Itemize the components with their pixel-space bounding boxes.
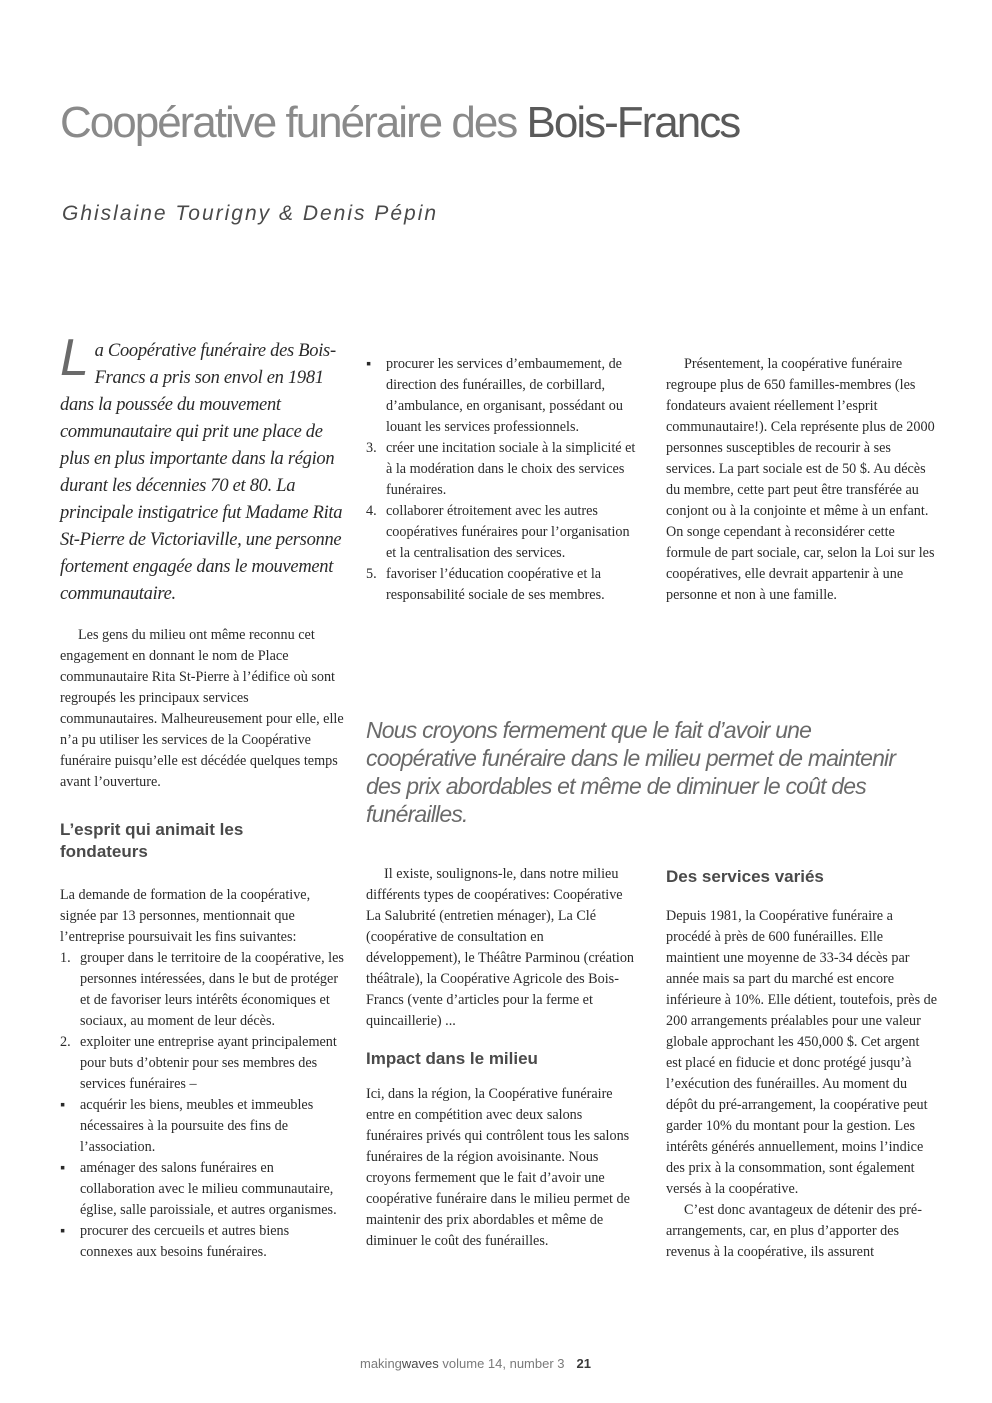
column-1 (60, 329, 344, 1263)
list-item (60, 1221, 344, 1263)
list-item-text: exploiter une entreprise ayant principalement pour buts d’obtenir pour ses membres des services funéraires – (80, 1034, 337, 1092)
list-marker: 3. (366, 440, 377, 456)
list-marker: ▪ (60, 1160, 66, 1176)
list-item-text: collaborer étroitement avec les autres coopératives funéraires pour l’organisation et la centralisation des services. (386, 503, 630, 561)
list-item (60, 1158, 344, 1221)
col1-paragraph-2: La demande de formation de la coopérative, signée par 13 personnes, mentionnait que l’entreprise poursuivait les fins suivantes: (60, 887, 311, 945)
list-item (366, 354, 636, 438)
column-3-top (666, 354, 936, 606)
list-item (366, 438, 636, 501)
list-item-text: procurer les services d’embaumement, de direction des funérailles, de corbillard, d’ambulance, en organisant, possédant ou louant les services professionnels. (386, 356, 623, 435)
list-marker: ▪ (60, 1223, 66, 1239)
list-item-text: créer une incitation sociale à la simplicité et à la modération dans le choix des services funéraires. (386, 440, 636, 498)
lead-text: a Coopérative funéraire des Bois-Francs a pris son envol en 1981 dans la poussée du mouvement communautaire qui prit une place de plus en plus importante dans la région durant les décennies 70 et 80. La principale instigatrice fut Madame Rita St-Pierre de Victoriaville, une personne fortement engagée dans le mouvement communautaire. (60, 341, 343, 604)
col3-paragraph-1: Présentement, la coopérative funéraire regroupe plus de 650 familles-membres (les fondateurs avaient réellement l’esprit communautaire!). Cela représente plus de 2000 personnes susceptibles de recourir à ses services. La part sociale est de 50 $. Au décès du membre, cette part peut être transférée au conjont ou à la conjointe et même à un enfant. On songe cependant à reconsidérer cette formule de part sociale, car, selon la Loi sur les coopératives, elle devrait appartenir à une personne et non à une famille. (666, 356, 935, 603)
lead-paragraph (60, 329, 344, 608)
footer-making: making (360, 1356, 402, 1371)
list-marker: ▪ (366, 356, 372, 372)
title-part1: Coopérative funéraire des (60, 98, 527, 147)
list-item-text: grouper dans le territoire de la coopérative, les personnes intéressées, dans le but de protéger et de favoriser leurs intérêts économiques et sociaux, au moment de leur décès. (80, 950, 344, 1029)
list-item-text: acquérir les biens, meubles et immeubles nécessaires à la poursuite des fins de l’association. (80, 1097, 314, 1155)
list-item (60, 1095, 344, 1158)
list-item-text: favoriser l’éducation coopérative et la responsabilité sociale de ses membres. (386, 566, 605, 603)
section-heading-esprit: L’esprit qui animait les fondateurs (60, 820, 244, 861)
column-2-top (366, 354, 636, 606)
col3-paragraph-2: Depuis 1981, la Coopérative funéraire a procédé à près de 600 funérailles. Elle maintient une moyenne de 33-34 décès par année mais sa part du marché est encore inférieure à 10%. Elle détient, toutefois, près de 200 arrangements préalables pour une valeur globale approchant les 450,000 $. Cet argent est placé en fiducie et donc protégé jusqu’à l’exécution des funérailles. Au moment du dépôt du pré-arrangement, la coopérative peut garder 10% du montant pour la gestion. Les intérêts générés annuellement, moins l’indice des prix à la consommation, sont également versés à la coopérative. (666, 908, 938, 1197)
list-marker: 4. (366, 503, 377, 519)
col1-list (60, 948, 344, 1263)
col2-paragraph-1: Il existe, soulignons-le, dans notre milieu différents types de coopératives: Coopérative La Salubrité (entretien ménager), La Clé (coopérative de consultation en développement), le Théâtre Parminou (création théâtrale), la Coopérative Agricole des Bois-Francs (vente d’articles pour la ferme et quincaillerie) ... (366, 866, 635, 1029)
list-item-text: aménager des salons funéraires en collaboration avec le milieu communautaire, église, salle paroissiale, et autres organismes. (80, 1160, 337, 1218)
col3-paragraph-3: C’est donc avantageux de détenir des pré-arrangements, car, en plus d’apporter des revenus à la coopérative, ils assurent (666, 1202, 922, 1260)
column-3-bottom (666, 866, 938, 1263)
list-marker: 2. (60, 1034, 71, 1050)
list-item (366, 501, 636, 564)
article-title (60, 98, 739, 148)
section-heading-services: Des services variés (666, 867, 824, 886)
page-footer (360, 1356, 591, 1371)
article-authors: Ghislaine Tourigny & Denis Pépin (62, 202, 439, 225)
pull-quote: Nous croyons fermement que le fait d’avoir une coopérative funéraire dans le milieu permet de maintenir des prix abordables et même de diminuer le coût des funérailles. (366, 717, 896, 827)
list-marker: 1. (60, 950, 71, 966)
footer-issue: volume 14, number 3 (438, 1356, 565, 1371)
section-heading-impact: Impact dans le milieu (366, 1049, 538, 1068)
footer-waves: waves (401, 1356, 439, 1371)
column-2-bottom (366, 864, 638, 1252)
col2-list (366, 354, 636, 606)
title-part2: Bois-Francs (526, 98, 740, 147)
col2-paragraph-2: Ici, dans la région, la Coopérative funéraire entre en compétition avec deux salons funéraires privés qui contrôlent tous les salons funéraires de la région avoisinante. Nous croyons fermement que le fait d’avoir une coopérative funéraire dans le milieu permet de maintenir des prix abordables et même de diminuer le coût des funérailles. (366, 1086, 630, 1249)
col1-paragraph-1: Les gens du milieu ont même reconnu cet engagement en donnant le nom de Place communautaire Rita St-Pierre à l’édifice où sont regroupés les principaux services communautaires. Malheureusement pour elle, elle n’a pu utiliser les services de la Coopérative funéraire puisqu’elle est décédée quelques temps avant l’ouverture. (60, 627, 344, 790)
list-item (60, 1032, 344, 1095)
list-marker: 5. (366, 566, 377, 582)
list-marker: ▪ (60, 1097, 66, 1113)
list-item (366, 564, 636, 606)
list-item-text: procurer des cercueils et autres biens connexes aux besoins funéraires. (80, 1223, 290, 1260)
list-item (60, 948, 344, 1032)
page-number: 21 (576, 1356, 591, 1371)
drop-cap: L (60, 329, 89, 387)
